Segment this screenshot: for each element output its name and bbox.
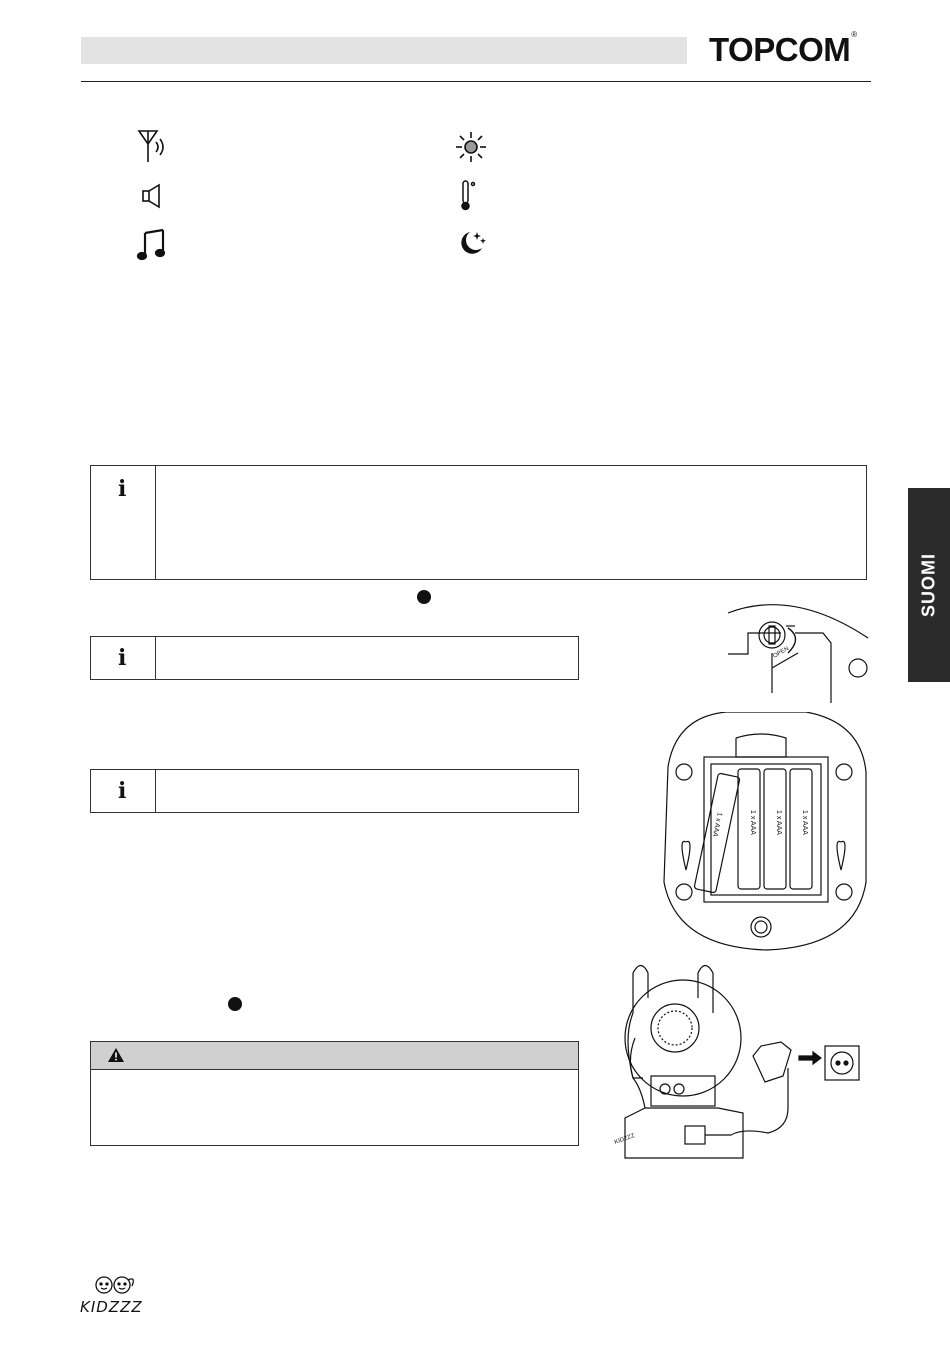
warning-box [90,1041,579,1146]
battery-compartment-illustration [656,712,874,957]
kidzzz-logo-text: KIDZZZ [80,1298,143,1316]
step-dot [417,590,431,604]
speaker-icon [141,183,165,209]
svg-text:KIDZZZ: KIDZZZ [613,1133,636,1146]
svg-text:1 x AAA: 1 x AAA [801,810,808,835]
header-rule [81,81,871,82]
svg-text:1 x AAA: 1 x AAA [710,811,723,838]
svg-text:OPEN: OPEN [772,646,791,660]
warning-header [91,1042,578,1070]
info-box [90,636,579,680]
baby-unit-adapter-illustration [603,958,865,1168]
light-sun-icon [455,131,487,163]
step-dot [228,997,242,1011]
battery-cover-screw-illustration [703,598,893,713]
language-tab-label: SUOMI [918,552,939,618]
svg-text:1 x AAA: 1 x AAA [749,810,756,835]
info-icon: i [118,778,127,804]
brand-logo: TOPCOM® [709,30,857,68]
warning-icon [107,1047,125,1063]
music-note-icon [136,228,168,262]
thermometer-icon [458,179,478,211]
info-icon: i [118,476,127,502]
svg-text:1 x AAA: 1 x AAA [775,810,782,835]
header-bar [81,37,687,64]
info-box [90,465,867,580]
info-box [90,769,579,813]
night-moon-icon [456,228,488,258]
antenna-signal-icon [136,128,170,164]
info-icon: i [118,645,127,671]
language-tab[interactable] [908,488,950,682]
kidzzz-logo [78,1274,148,1316]
